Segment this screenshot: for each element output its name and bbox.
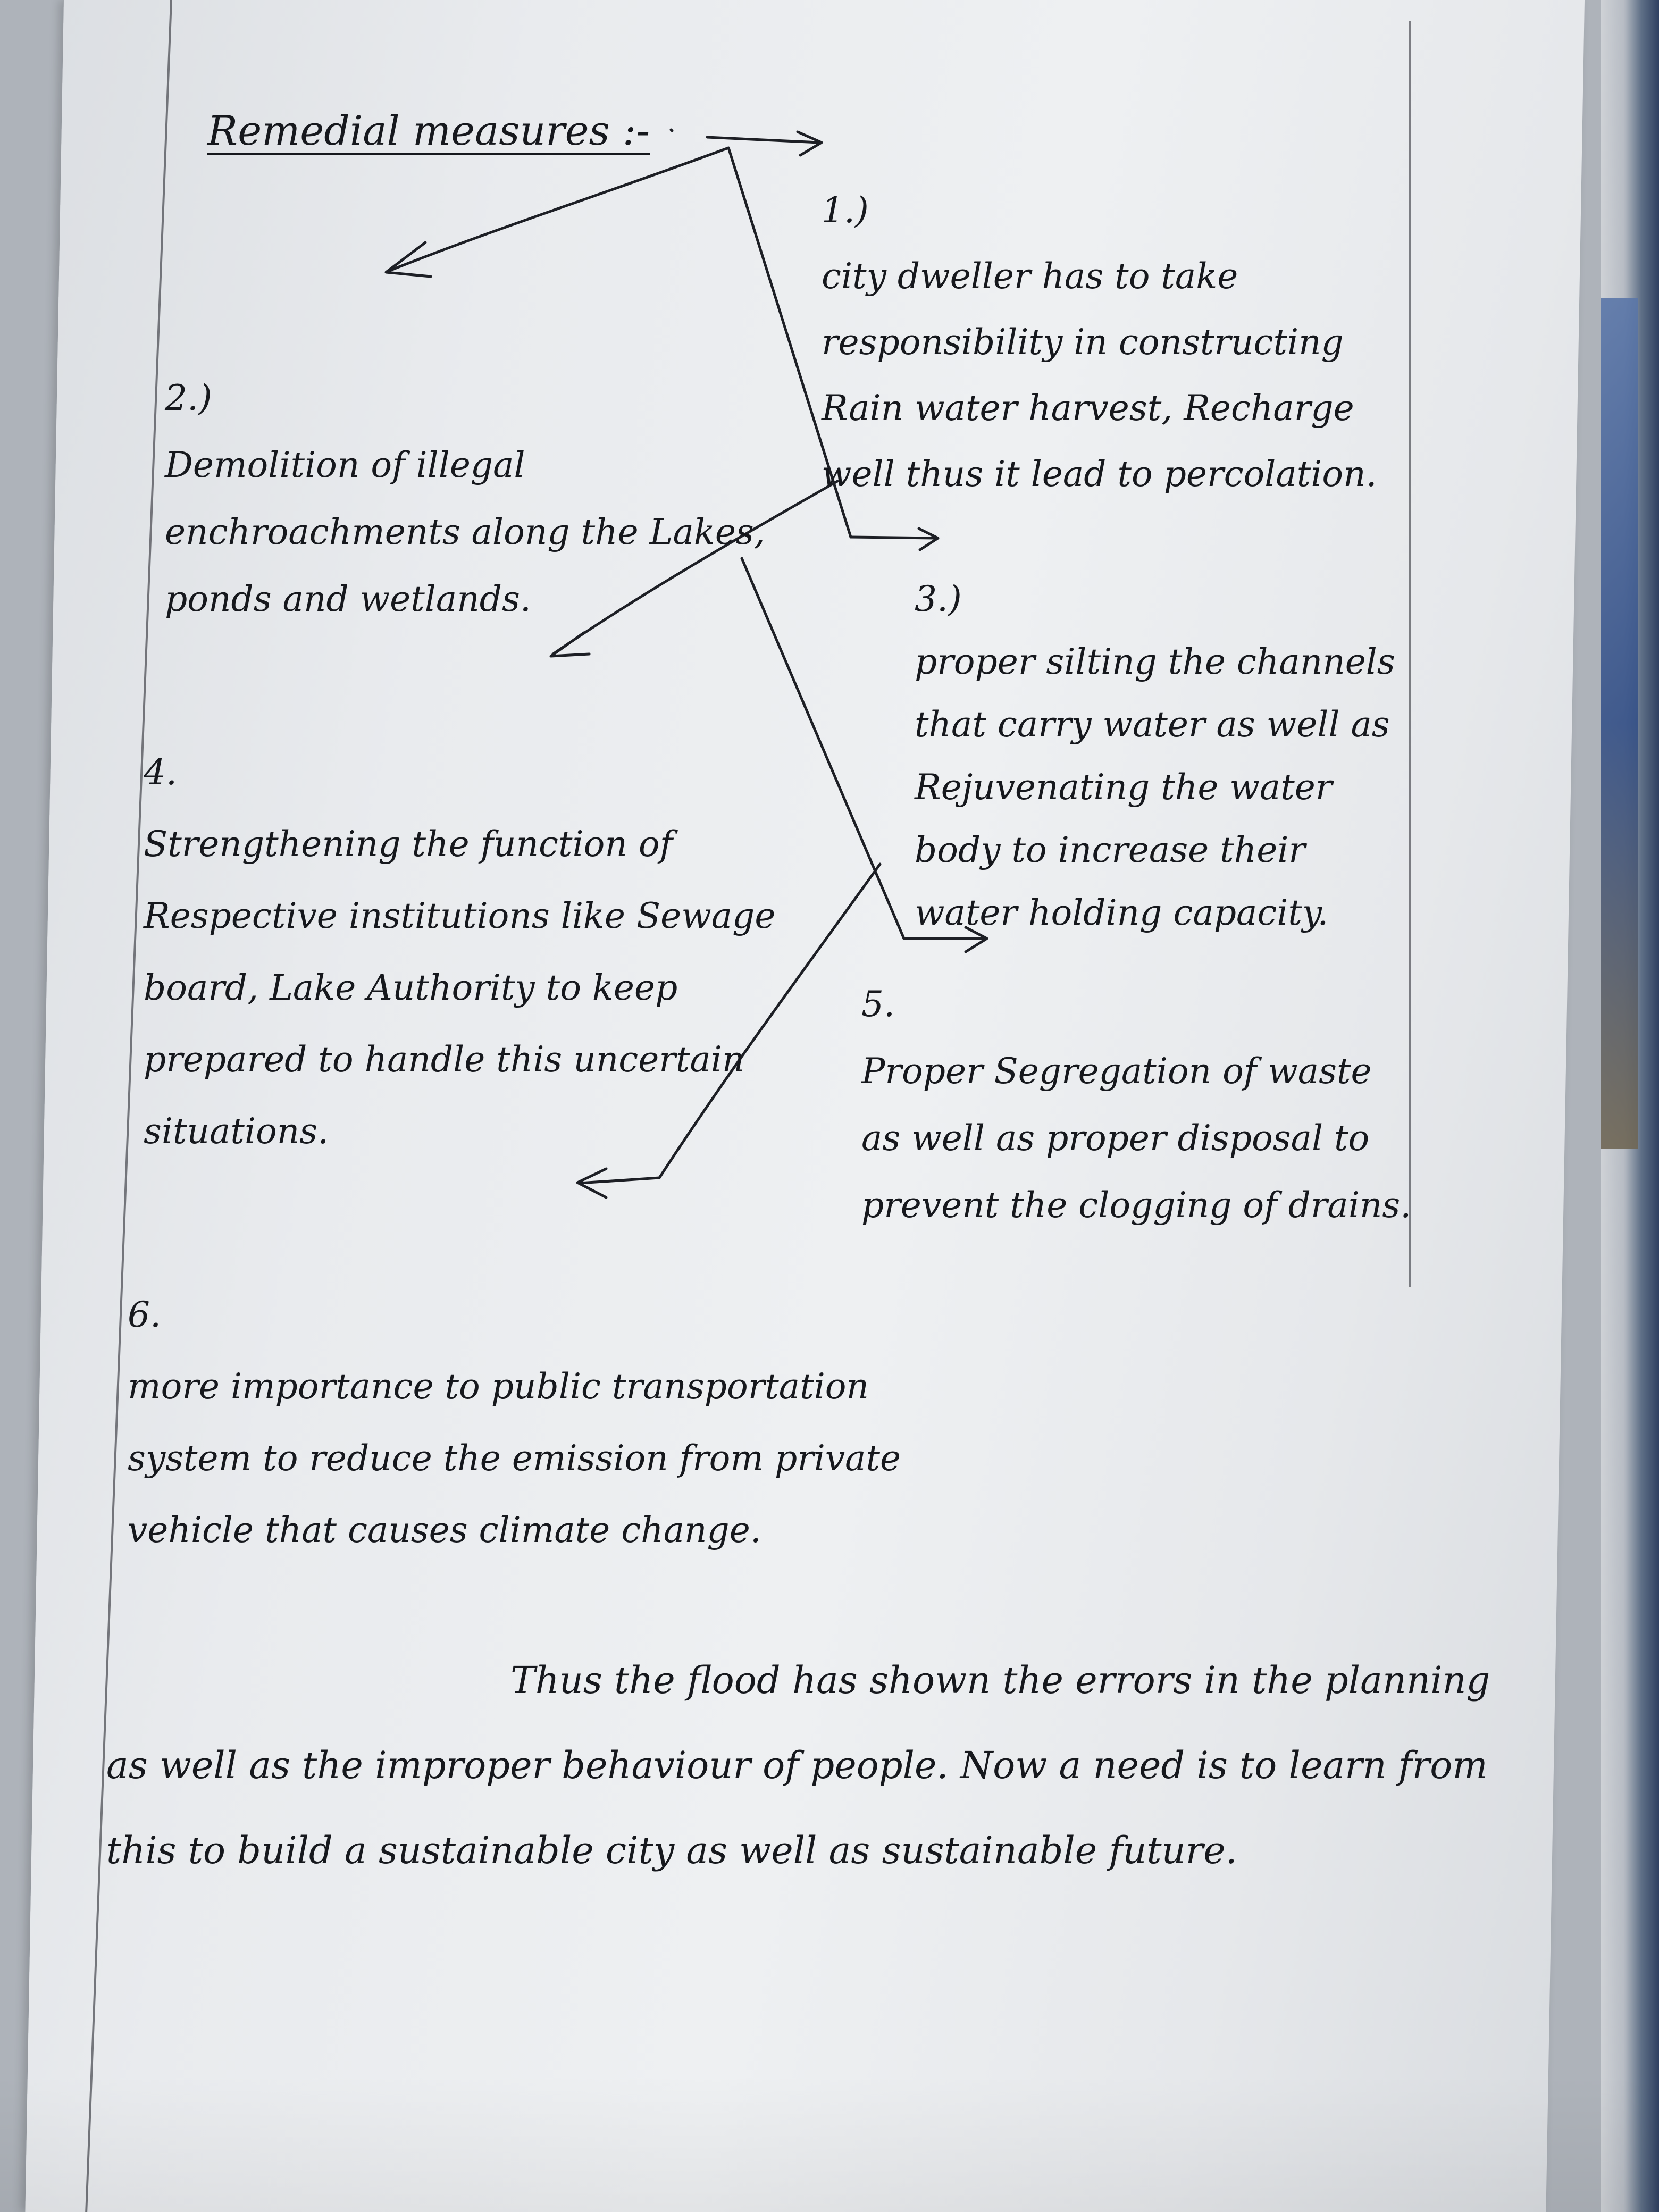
heading (207, 32, 650, 164)
paper-shading (0, 2074, 1659, 2212)
remedy-point-2 (165, 298, 776, 633)
remedy-point-6 (128, 1207, 925, 1566)
point-text: Strengthening the function of Respective institutions like Sewage board, Lake Authority to keep prepared to handle this uncertain situations. (144, 824, 776, 1152)
remedy-point-1 (822, 112, 1406, 507)
point-text: Proper Segregation of waste as well as proper disposal to prevent the clogging of drains. (861, 1051, 1412, 1226)
point-number: 1.) (822, 190, 869, 231)
point-text: more importance to public transportation system to reduce the emission from private vehicle that causes climate change. (128, 1366, 901, 1551)
heading-text: Remedial measures :- (207, 107, 650, 154)
point-text: proper silting the channels that carry water as well as Rejuvenating the water body to increase their water holding capacity. (915, 641, 1395, 933)
point-text: city dweller has to take responsibility in constructing Rain water harvest, Recharge well thus it lead to percolation. (822, 256, 1377, 495)
desk-object (1601, 298, 1638, 1149)
point-number: 5. (861, 984, 895, 1025)
point-text: Demolition of illegal enchroachments along the Lakes, ponds and wetlands. (165, 445, 765, 619)
conclusion-paragraph (106, 1553, 1499, 1893)
conclusion-text: Thus the flood has shown the errors in the planning as well as the improper behaviour of people. Now a need is to learn from this to build a sustainable city as well as sustainable future. (106, 1658, 1490, 1872)
remedy-point-4 (144, 665, 824, 1167)
remedy-point-3 (915, 505, 1409, 944)
point-number: 6. (128, 1294, 161, 1335)
point-number: 4. (144, 752, 177, 793)
point-number: 2.) (165, 378, 212, 418)
remedy-point-5 (861, 904, 1420, 1239)
point-number: 3.) (915, 579, 962, 619)
